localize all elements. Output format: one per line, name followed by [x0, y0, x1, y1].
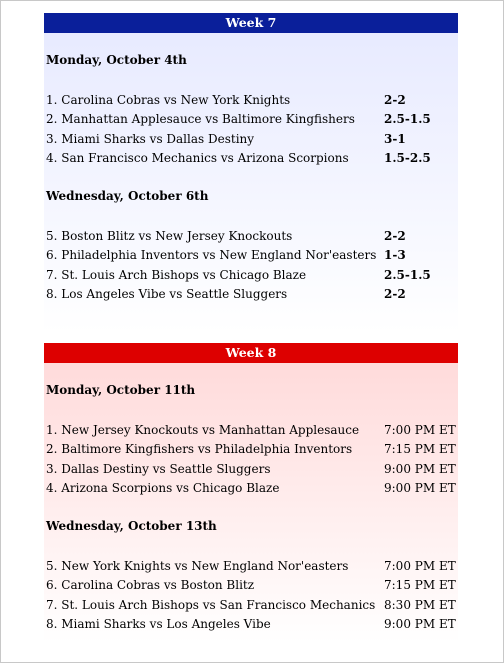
- game-time: 9:00 PM ET: [384, 481, 456, 495]
- game-matchup: 4. Arizona Scorpions vs Chicago Blaze: [46, 481, 280, 495]
- game-time: 7:15 PM ET: [384, 578, 456, 592]
- week-7-day-2-heading: Wednesday, October 6th: [46, 189, 209, 203]
- game-row: [46, 558, 458, 574]
- week-8-day-2-heading: Wednesday, October 13th: [46, 519, 217, 533]
- game-matchup: 1. Carolina Cobras vs New York Knights: [46, 93, 291, 107]
- game-result: 2-2: [384, 229, 406, 243]
- game-matchup: 2. Baltimore Kingfishers vs Philadelphia Inventors: [46, 442, 353, 456]
- game-result: 3-1: [384, 132, 406, 146]
- game-matchup: 3. Miami Sharks vs Dallas Destiny: [46, 132, 255, 146]
- week-8-day-1-heading: Monday, October 11th: [46, 383, 196, 397]
- week-7-header: Week 7: [44, 13, 458, 33]
- game-result: 2.5-1.5: [384, 268, 431, 282]
- game-matchup: 4. San Francisco Mechanics vs Arizona Scorpions: [46, 151, 349, 165]
- game-row: [46, 286, 458, 302]
- game-matchup: 7. St. Louis Arch Bishops vs San Francisco Mechanics: [46, 598, 376, 612]
- game-time: 7:15 PM ET: [384, 442, 456, 456]
- game-time: 8:30 PM ET: [384, 598, 456, 612]
- game-result: 1-3: [384, 248, 406, 262]
- game-result: 2-2: [384, 93, 406, 107]
- game-row: [46, 577, 458, 593]
- game-row: [46, 461, 458, 477]
- game-row: [46, 111, 458, 127]
- game-matchup: 5. New York Knights vs New England Nor'easters: [46, 559, 349, 573]
- game-row: [46, 441, 458, 457]
- game-row: [46, 131, 458, 147]
- week-8-header: Week 8: [44, 343, 458, 363]
- game-matchup: 6. Philadelphia Inventors vs New England Nor'easters: [46, 248, 377, 262]
- week-7-day-1-heading: Monday, October 4th: [46, 53, 187, 67]
- game-row: [46, 422, 458, 438]
- game-time: 7:00 PM ET: [384, 559, 456, 573]
- game-matchup: 2. Manhattan Applesauce vs Baltimore Kingfishers: [46, 112, 355, 126]
- game-row: [46, 616, 458, 632]
- game-row: [46, 597, 458, 613]
- game-matchup: 5. Boston Blitz vs New Jersey Knockouts: [46, 229, 293, 243]
- game-matchup: 3. Dallas Destiny vs Seattle Sluggers: [46, 462, 271, 476]
- game-result: 2.5-1.5: [384, 112, 431, 126]
- game-row: [46, 150, 458, 166]
- game-row: [46, 247, 458, 263]
- game-row: [46, 267, 458, 283]
- game-matchup: 1. New Jersey Knockouts vs Manhattan Applesauce: [46, 423, 360, 437]
- game-row: [46, 480, 458, 496]
- week-8-section: [44, 343, 458, 643]
- game-result: 1.5-2.5: [384, 151, 431, 165]
- game-matchup: 6. Carolina Cobras vs Boston Blitz: [46, 578, 255, 592]
- game-time: 9:00 PM ET: [384, 617, 456, 631]
- week-7-section: [44, 13, 458, 333]
- game-time: 7:00 PM ET: [384, 423, 456, 437]
- game-time: 9:00 PM ET: [384, 462, 456, 476]
- game-matchup: 8. Los Angeles Vibe vs Seattle Sluggers: [46, 287, 288, 301]
- game-row: [46, 228, 458, 244]
- game-matchup: 7. St. Louis Arch Bishops vs Chicago Blaze: [46, 268, 307, 282]
- game-result: 2-2: [384, 287, 406, 301]
- game-matchup: 8. Miami Sharks vs Los Angeles Vibe: [46, 617, 271, 631]
- game-row: [46, 92, 458, 108]
